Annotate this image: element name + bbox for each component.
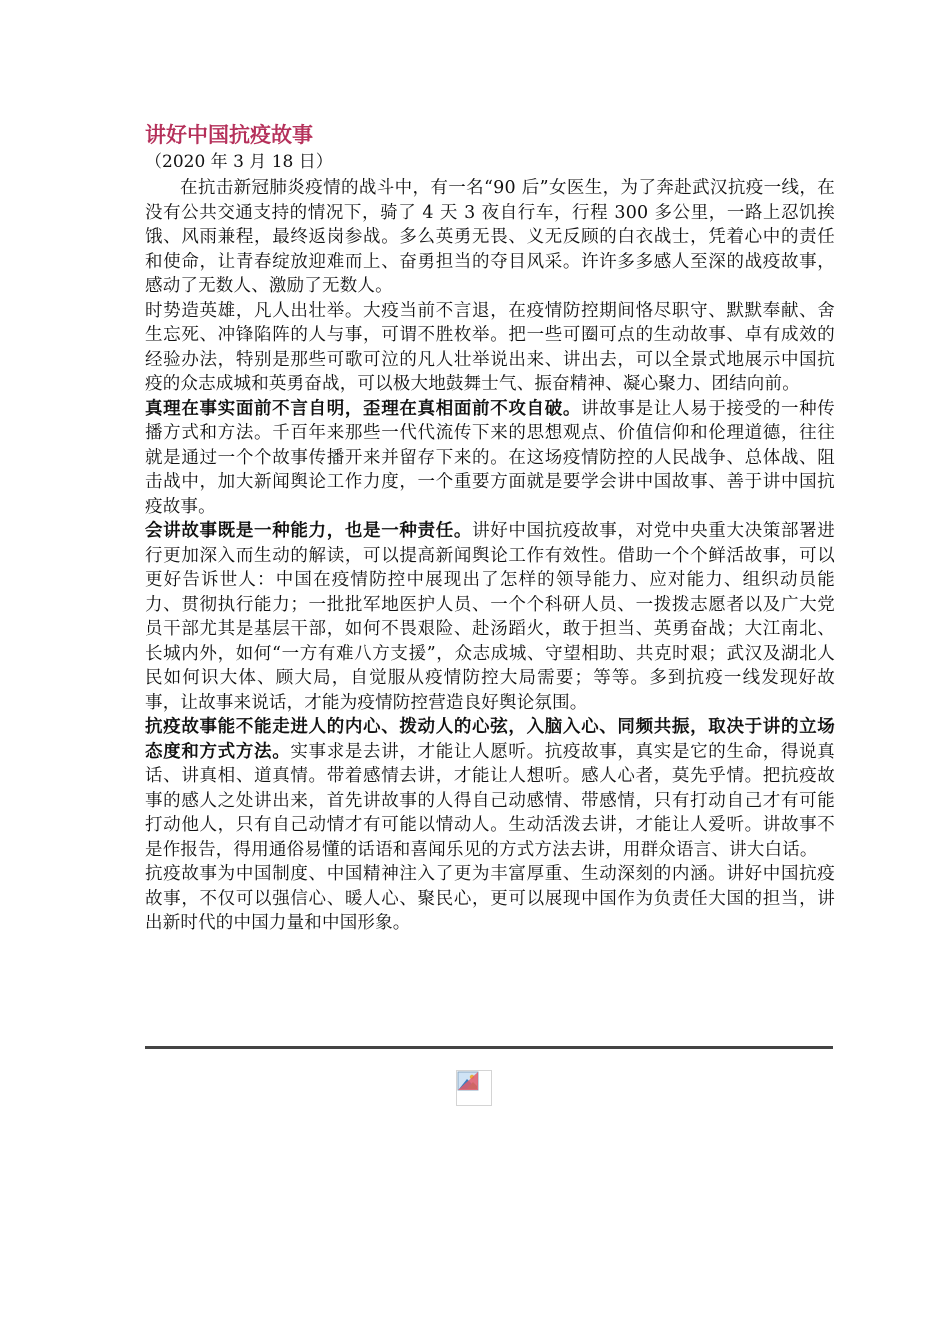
paragraph-2-text: 时势造英雄，凡人出壮举。大疫当前不言退，在疫情防控期间恪尽职守、默默奉献、舍生忘死、冲锋陷阵的人与事，可谓不胜枚举。把一些可圈可点的生动故事、卓有成效的经验办法，特别是那些可歌可泣的凡人壮举说出来、讲出去，可以全景式地展示中国抗疫的众志成城和英勇奋战，可以极大地鼓舞士气、振奋精神、凝心聚力、团结向前。: [145, 300, 835, 394]
paragraph-5-text: 实事求是去讲，才能让人愿听。抗疫故事，真实是它的生命，得说真话、讲真相、道真情。带着感情去讲，才能让人想听。感人心者，莫先乎情。把抗疫故事的感人之处讲出来，首先讲故事的人得自己动感情、带感情，只有打动自己才有可能打动他人，只有自己动情才有可能以情动人。生动活泼去讲，才能让人爱听。讲故事不是作报告，得用通俗易懂的话语和喜闻乐见的方式方法去讲，用群众语言、讲大白话。: [145, 741, 836, 860]
paragraph-4: [145, 519, 835, 715]
paragraph-4-text: 讲好中国抗疫故事，对党中央重大决策部署进行更加深入而生动的解读，可以提高新闻舆论工作有效性。借助一个个鲜活故事，可以更好告诉世人：中国在疫情防控中展现出了怎样的领导能力、应对能力、组织动员能力、贯彻执行能力；一批批军地医护人员、一个个科研人员、一拨拨志愿者以及广大党员干部尤其是基层干部，如何不畏艰险、赴汤蹈火，敢于担当、英勇奋战；大江南北、长城内外，如何“一方有难八方支援”，众志成城、守望相助、共克时艰；武汉及湖北人民如何识大体、顾大局，自觉服从疫情防控大局需要；等等。多到抗疫一线发现好故事，让故事来说话，才能为疫情防控营造良好舆论氛围。: [145, 521, 835, 713]
paragraph-3-text: 讲故事是让人易于接受的一种传播方式和方法。千百年来那些一代代流传下来的思想观点、价值信仰和伦理道德，往往就是通过一个个故事传播开来并留存下来的。在这场疫情防控的人民战争、总体战、阻击战中，加大新闻舆论工作力度，一个重要方面就是要学会讲中国故事、善于讲中国抗疫故事。: [145, 398, 835, 517]
paragraph-1-text: 在抗击新冠肺炎疫情的战斗中，有一名“90 后”女医生，为了奔赴武汉抗疫一线，在没有公共交通支持的情况下，骑了 4 天 3 夜自行车，行程 300 多公里，一路上忍饥挨饿、风雨兼程，最终返岗参战。多么英勇无畏、义无反顾的白衣战士，凭着心中的责任和使命，让青春绽放迎难而上、奋勇担当的夺目风采。许许多多感人至深的战疫故事，感动了无数人、激励了无数人。: [145, 178, 835, 296]
paragraph-6: [145, 862, 835, 936]
paragraph-6-text: 抗疫故事为中国制度、中国精神注入了更为丰富厚重、生动深刻的内涵。讲好中国抗疫故事，不仅可以强信心、暖人心、聚民心，更可以展现中国作为负责任大国的担当，讲出新时代的中国力量和中国形象。: [145, 864, 835, 933]
paragraph-3: [145, 397, 835, 520]
paragraph-2: [145, 299, 835, 397]
paragraph-1: [145, 176, 835, 299]
paragraph-3-lead: 真理在事实面前不言自明，歪理在真相面前不攻自破。: [145, 398, 582, 419]
article-title: 讲好中国抗疫故事: [145, 122, 313, 147]
paragraph-4-lead: 会讲故事既是一种能力，也是一种责任。: [145, 521, 473, 541]
bottom-divider: [145, 1046, 833, 1049]
paragraph-5-lead: 抗疫故事能不能走进人的内心、拨动人的心弦，入脑入心、同频共振，取决于讲的立场态度和方式方法。: [145, 717, 835, 762]
article: [145, 120, 835, 936]
broken-image-icon: [456, 1070, 492, 1106]
broken-image-glyph: [457, 1071, 491, 1105]
paragraph-5: [145, 715, 835, 862]
article-date: （2020 年 3 月 18 日）: [145, 152, 333, 172]
